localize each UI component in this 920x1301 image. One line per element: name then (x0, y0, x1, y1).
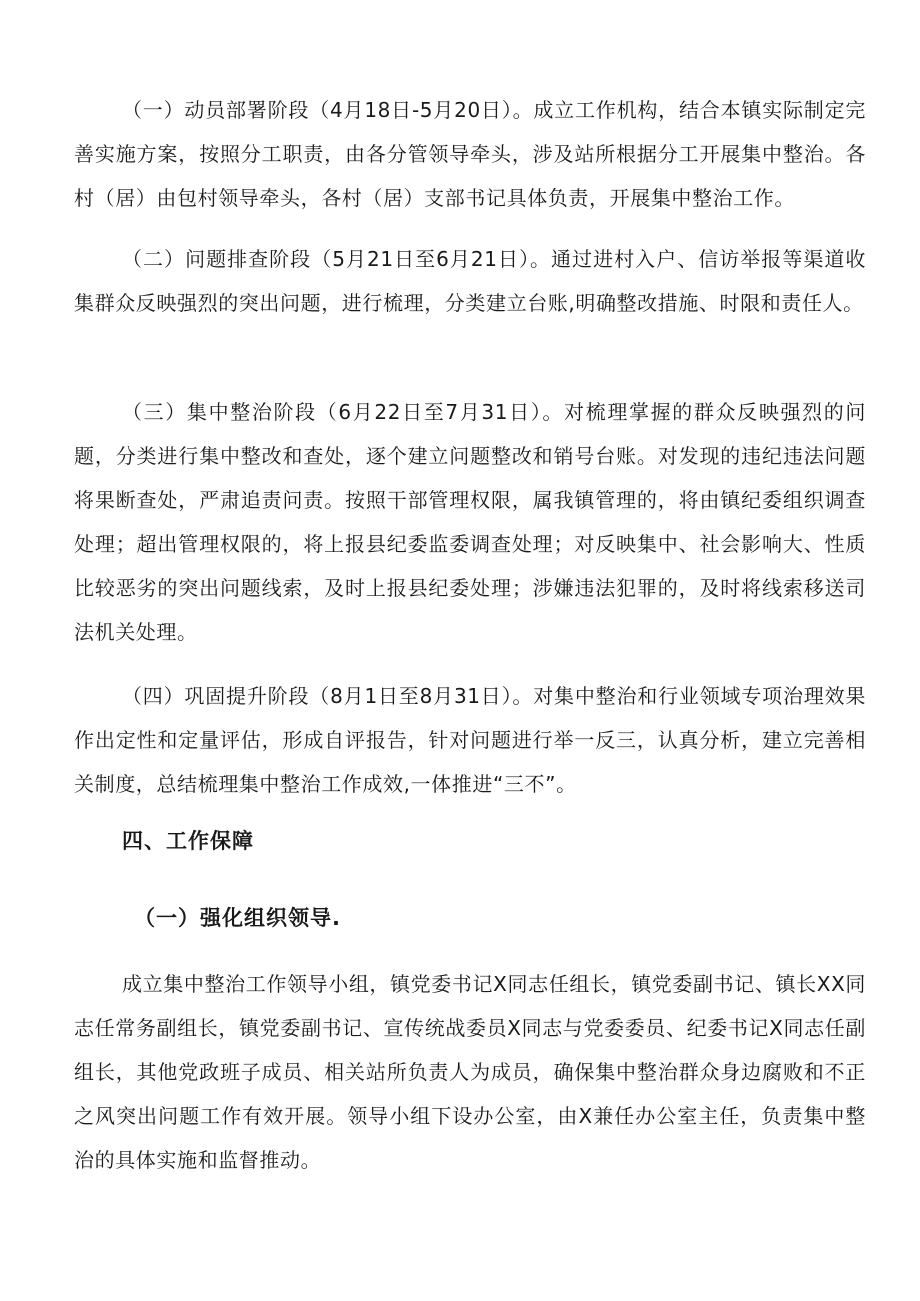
paragraph-consolidation-stage: （四）巩固提升阶段（8月1日至8月31日）。对集中整治和行业领域专项治理效果作出定性和定量评估，形成自评报告，针对问题进行举一反三，认真分析，建立完善相关制度，总结梳理集中整治工作成效,一体推进“三不”。 (74, 684, 866, 796)
paragraph-mobilization-stage: （一）动员部署阶段（4月18日-5月20日）。成立工作机构，结合本镇实际制定完善实施方案，按照分工职责，由各分管领导牵头，涉及站所根据分工开展集中整治。各村（居）由包村领导牵头，各村（居）支部书记具体负责，开展集中整治工作。 (74, 98, 866, 210)
paragraph-leadership-group: 成立集中整治工作领导小组，镇党委书记X同志任组长，镇党委副书记、镇长XX同志任常务副组长，镇党委副书记、宣传统战委员X同志与党委委员、纪委书记X同志任副组长，其他党政班子成员、相关站所负责人为成员，确保集中整治群众身边腐败和不正之风突出问题工作有效开展。领导小组下设办公室，由X兼任办公室主任，负责集中整治的具体实施和监督推动。 (74, 972, 866, 1172)
subheading-strengthen-leadership: （一）强化组织领导. (134, 906, 341, 930)
paragraph-problem-investigation-stage: （二）问题排查阶段（5月21日至6月21日）。通过进村入户、信访举报等渠道收集群众反映强烈的突出问题，进行梳理，分类建立台账,明确整改措施、时限和责任人。 (74, 247, 866, 315)
paragraph-concentrated-rectification-stage: （三）集中整治阶段（6月22日至7月31日）。对梳理掌握的群众反映强烈的问题，分类进行集中整改和查处，逐个建立问题整改和销号台账。对发现的违纪违法问题将果断查处，严肃追责问责。按照干部管理权限，属我镇管理的，将由镇纪委组织调查处理；超出管理权限的，将上报县纪委监委调查处理；对反映集中、社会影响大、性质比较恶劣的突出问题线索，及时上报县纪委处理；涉嫌违法犯罪的，及时将线索移送司法机关处理。 (74, 400, 866, 644)
section-heading-work-guarantee: 四、工作保障 (122, 829, 254, 853)
